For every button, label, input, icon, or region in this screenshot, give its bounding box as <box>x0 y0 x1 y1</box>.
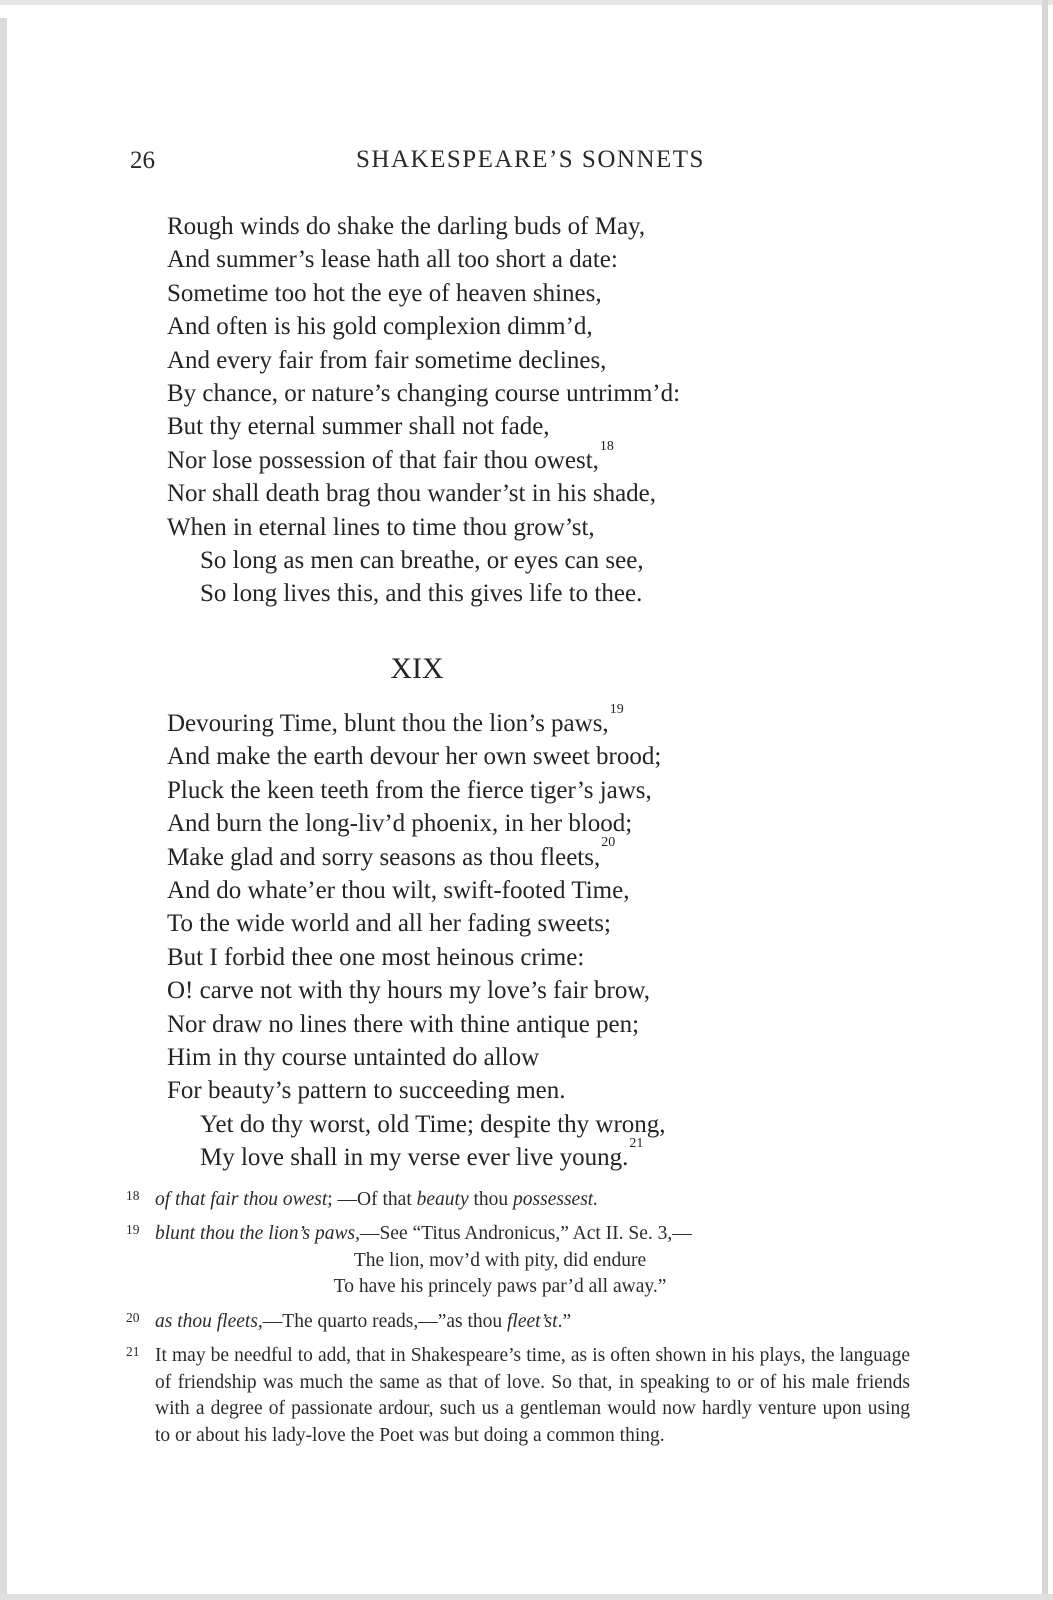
footnote-text-segment: as thou fleets <box>155 1310 258 1332</box>
line-text: Nor shall death brag thou wander’st in his shade, <box>167 480 657 508</box>
running-title: SHAKESPEARE’S SONNETS <box>356 146 705 173</box>
book-page <box>128 0 933 1449</box>
line-text: But I forbid thee one most heinous crime: <box>167 943 585 971</box>
footnote-number: 20 <box>126 1309 140 1325</box>
line-text: And every fair from fair sometime declines, <box>167 346 607 374</box>
page-number: 26 <box>130 147 155 174</box>
poem-line <box>167 807 933 840</box>
footnote-text <box>155 1343 910 1449</box>
line-text: And make the earth devour her own sweet brood; <box>167 743 662 771</box>
footnote-20 <box>128 1309 933 1336</box>
poem-line <box>167 210 933 243</box>
poem-line <box>167 774 933 807</box>
sonnet-19-heading: XIX <box>390 651 444 685</box>
line-text: Nor draw no lines there with thine antique pen; <box>167 1010 640 1038</box>
footnote-18 <box>128 1187 933 1214</box>
footnote-text-segment: fleet’st <box>507 1310 558 1332</box>
poem-line <box>167 410 933 443</box>
scan-edge-left <box>0 18 7 1600</box>
line-text: My love shall in my verse ever live young. <box>200 1144 629 1172</box>
poem-line <box>167 243 933 276</box>
line-text: Sometime too hot the eye of heaven shines, <box>167 279 602 307</box>
line-text: O! carve not with thy hours my love’s fair brow, <box>167 977 650 1005</box>
poem-line <box>167 344 933 377</box>
footnote-text-segment: ,—See “Titus Andronicus,” Act II. Se. 3,— <box>355 1223 692 1245</box>
footnote-19 <box>128 1221 933 1301</box>
footnote-marker: 20 <box>601 835 616 851</box>
poem-line <box>167 577 933 610</box>
line-text: Rough winds do shake the darling buds of May, <box>167 213 646 240</box>
poem-line <box>167 511 933 544</box>
line-text: When in eternal lines to time thou grow’st, <box>167 513 595 541</box>
footnote-21 <box>128 1343 933 1449</box>
poem-line <box>167 1108 933 1141</box>
line-text: So long as men can breathe, or eyes can see, <box>200 547 644 575</box>
poem-line <box>167 1008 933 1041</box>
footnote-quote <box>155 1248 845 1301</box>
poem-line <box>167 874 933 907</box>
poem-line <box>167 941 933 974</box>
line-text: Yet do thy worst, old Time; despite thy wrong, <box>200 1110 666 1138</box>
line-text: Him in thy course untainted do allow <box>167 1043 540 1071</box>
line-text: And often is his gold complexion dimm’d, <box>167 313 593 341</box>
line-text: But thy eternal summer shall not fade, <box>167 413 550 441</box>
footnote-quote-line: The lion, mov’d with pity, did endure <box>353 1249 647 1271</box>
poem-line <box>167 701 933 740</box>
footnotes-section <box>128 1187 933 1450</box>
footnote-text <box>155 1223 692 1244</box>
footnote-text-segment: blunt thou the lion’s paws <box>155 1223 356 1245</box>
line-text: Devouring Time, blunt thou the lion’s paws, <box>167 709 609 737</box>
scan-edge-bottom <box>0 1594 1053 1600</box>
poem-line <box>167 835 933 874</box>
footnote-text-segment: It may be needful to add, that in Shakespeare’s time, as is often shown in his plays, the language of friendship was much the same as that of love. So that, in speaking to or of his male friends with a degree of passionate ardour, such us a gentleman would now hardly venture upon using to or about his lady-love the Poet was but doing a common thing. <box>155 1345 910 1446</box>
sonnet-19-body <box>167 701 933 1175</box>
footnote-text-segment: .” <box>557 1310 572 1332</box>
poem-line <box>167 1041 933 1074</box>
footnote-text <box>155 1189 598 1210</box>
line-text: And summer’s lease hath all too short a date: <box>167 246 618 274</box>
poem-line <box>167 740 933 773</box>
line-text: Make glad and sorry seasons as thou fleets, <box>167 843 601 871</box>
footnote-marker: 18 <box>599 438 614 454</box>
scan-edge-right <box>1042 0 1048 1600</box>
line-text: So long lives this, and this gives life to thee. <box>200 580 643 608</box>
poem-line <box>167 974 933 1007</box>
footnote-number: 18 <box>126 1187 140 1203</box>
poem-line <box>167 377 933 410</box>
line-text: Pluck the keen teeth from the fierce tiger’s jaws, <box>167 776 652 804</box>
poem-line <box>167 310 933 343</box>
line-text: By chance, or nature’s changing course untrimm’d: <box>167 380 681 408</box>
poem-line <box>167 907 933 940</box>
footnote-text-segment: ,—The quarto reads,—”as thou <box>257 1310 508 1332</box>
footnote-text <box>155 1311 571 1332</box>
footnote-number: 21 <box>126 1344 140 1360</box>
poem-line <box>167 277 933 310</box>
line-text: And burn the long-liv’d phoenix, in her blood; <box>167 810 633 838</box>
footnote-number: 19 <box>126 1222 140 1238</box>
footnote-quote-line: To have his princely paws par’d all away.” <box>333 1276 667 1298</box>
poem-line <box>167 1074 933 1107</box>
footnote-text-segment: of that fair thou owest <box>155 1188 328 1210</box>
footnote-marker: 19 <box>609 701 624 717</box>
footnote-text-segment: thou <box>468 1188 514 1210</box>
poem-line <box>167 477 933 510</box>
footnote-text-segment: ; —Of that <box>327 1188 417 1210</box>
poem-line <box>167 1135 933 1174</box>
footnote-text-segment: possessest. <box>513 1188 599 1210</box>
line-text: For beauty’s pattern to succeeding men. <box>167 1077 566 1105</box>
footnote-marker: 21 <box>629 1135 644 1151</box>
line-text: To the wide world and all her fading sweets; <box>167 910 611 938</box>
page-header <box>128 146 933 176</box>
poem-line <box>167 544 933 577</box>
line-text: Nor lose possession of that fair thou owest, <box>167 446 599 474</box>
line-text: And do whate’er thou wilt, swift-footed Time, <box>167 876 630 904</box>
footnote-text-segment: beauty <box>416 1188 469 1210</box>
sonnet-18-body <box>167 210 933 611</box>
poem-line <box>167 438 933 477</box>
